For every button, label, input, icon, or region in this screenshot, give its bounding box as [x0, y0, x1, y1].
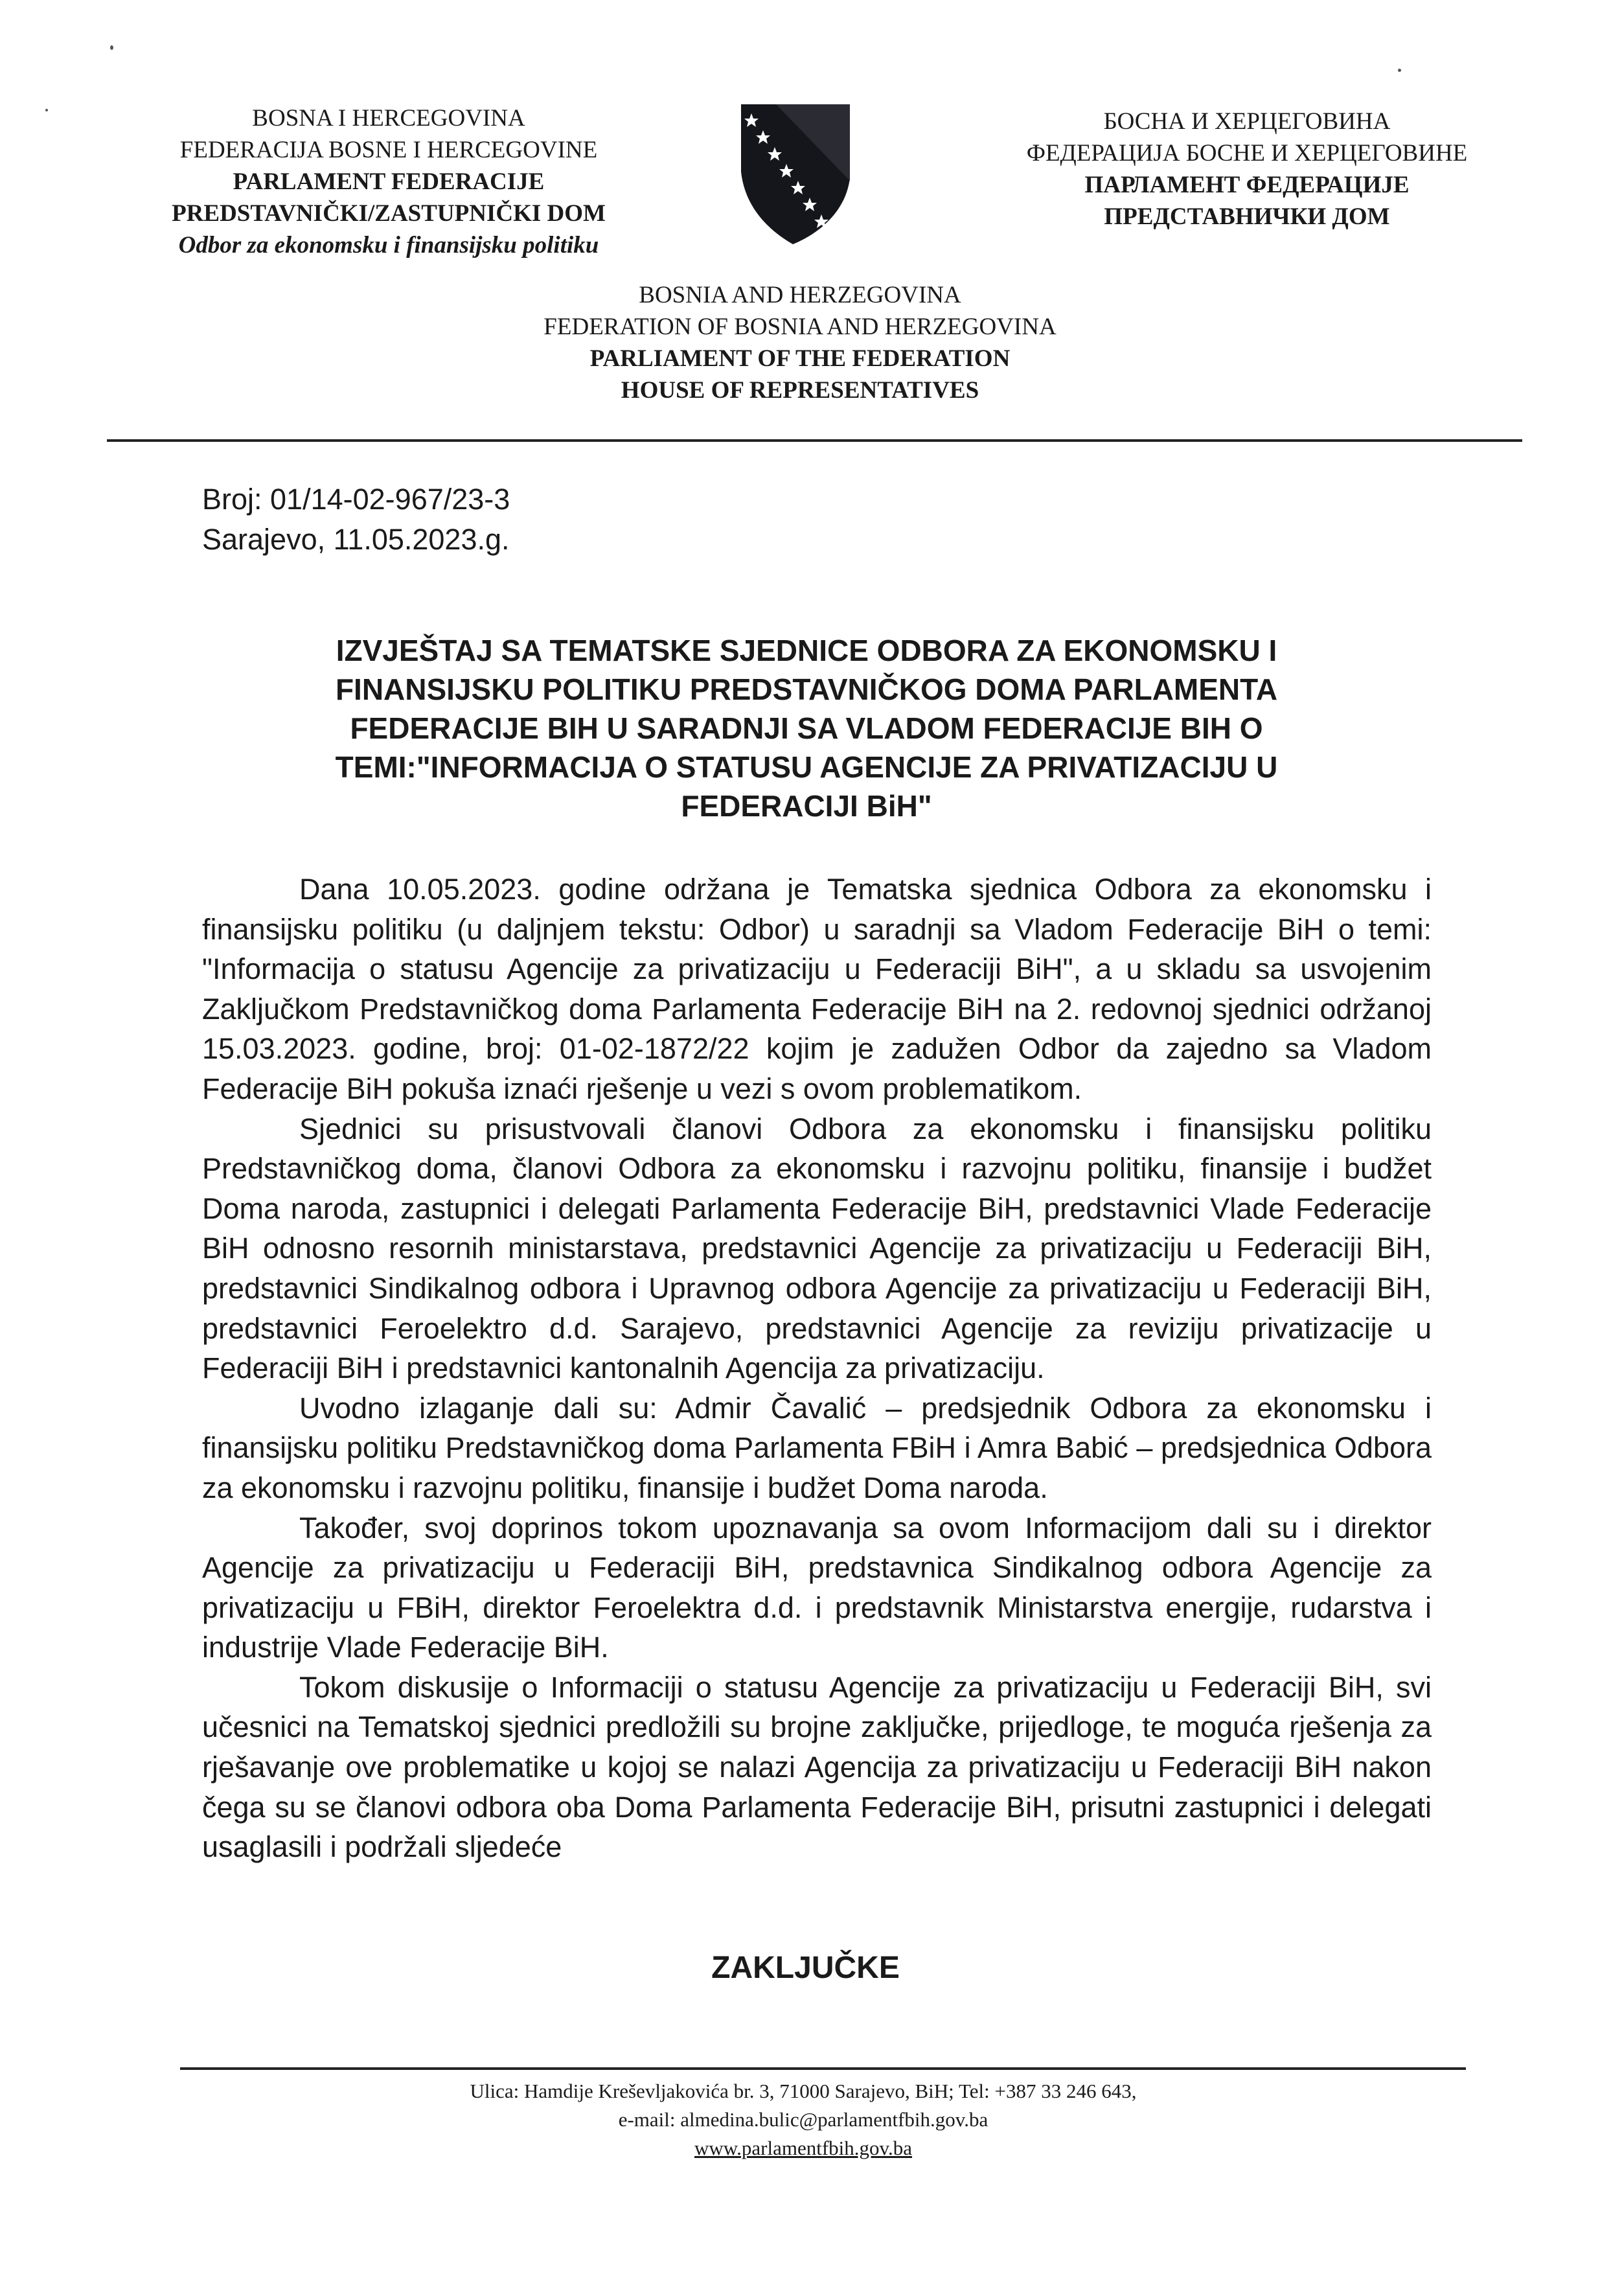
- paragraph-discussion: Tokom diskusije o Informaciji o statusu Agencije za privatizaciju u Federaciji BiH, svi učesnici na Tematskoj sjednici predložili su brojne zaključke, prijedloge, te moguća rješenja za rješavanje ove problematike u kojoj se nalazi Agencija za privatizaciju u Federaciji BiH nakon čega su se članovi odbora oba Doma Parlamenta Federacije BiH, prisutni zastupnici i delegati usaglasili i podržali sljedeće: [202, 1670, 1432, 1864]
- header-right-country: БОСНА И ХЕРЦЕГОВИНА: [1103, 108, 1391, 135]
- footer-divider: [180, 2067, 1466, 2070]
- paragraph-contributors: Također, svoj doprinos tokom upoznavanja sa ovom Informacijom dali su i direktor Agencije za privatizaciju u Federaciji BiH, predstavnica Sindikalnog odbora Agencije za privatizaciju u FBiH, direktor Feroelektra d.d. i predstavnik Ministarstva energije, rudarstva i industrije Vlade Federacije BiH.: [202, 1511, 1432, 1664]
- header-center-parliament: PARLIAMENT OF THE FEDERATION: [589, 345, 1011, 372]
- header-right-house: ПРЕДСТАВНИЧКИ ДОМ: [1104, 203, 1390, 230]
- header-right-block: [965, 106, 1529, 233]
- paragraph-introductory-remarks: Uvodno izlaganje dali su: Admir Čavalić – predsjednik Odbora za ekonomsku i finansijsku politiku Predstavničkog doma Parlamenta FBiH i Amra Babić – predsjednica Odbora za ekonomsku i razvojnu politiku, finansije i budžet Doma naroda.: [202, 1391, 1432, 1504]
- coat-of-arms-emblem: [736, 100, 852, 246]
- scan-speck: [110, 45, 113, 50]
- reference-place-date: Sarajevo, 11.05.2023.g.: [202, 523, 510, 556]
- reference-block: [202, 479, 510, 560]
- footer-website-link[interactable]: www.parlamentfbih.gov.ba: [694, 2137, 913, 2159]
- scan-speck: [1398, 69, 1401, 72]
- header-right-federation: ФЕДЕРАЦИЈА БОСНЕ И ХЕРЦЕГОВИНЕ: [1026, 140, 1468, 166]
- header-divider: [107, 439, 1522, 442]
- header-left-federation: FEDERACIJA BOSNE I HERCEGOVINE: [179, 137, 598, 163]
- paragraph-attendees: Sjednici su prisustvovali članovi Odbora za ekonomsku i finansijsku politiku Predstavničkog doma, članovi Odbora za ekonomsku i razvojnu politiku, finansije i budžet Doma naroda, zastupnici i delegati Parlamenta Federacije BiH, predstavnici Vlade Federacije BiH odnosno resornih ministarstava, predstavnici Agencije za privatizaciju u Federaciji BiH, predstavnici Sindikalnog odbora i Upravnog odbora Agencije za privatizaciju u Federaciji BiH, predstavnici Feroelektro d.d. Sarajevo, predstavnici Agencije za reviziju privatizacije u Federaciji BiH i predstavnici kantonalnih Agencija za privatizaciju.: [202, 1112, 1432, 1385]
- title-line: TEMI:"INFORMACIJA O STATUSU AGENCIJE ZA PRIVATIZACIJU U: [335, 750, 1278, 784]
- title-line: IZVJEŠTAJ SA TEMATSKE SJEDNICE ODBORA ZA EKONOMSKU I: [336, 634, 1277, 667]
- header-center-country: BOSNIA AND HERZEGOVINA: [639, 282, 961, 308]
- conclusions-heading: ZAKLJUČKE: [711, 1951, 900, 1985]
- paragraph-session-intro: Dana 10.05.2023. godine održana je Tematska sjednica Odbora za ekonomsku i finansijsku politiku (u daljnjem tekstu: Odbor) u saradnji sa Vladom Federacije BiH o temi: "Informacija o statusu Agencije za privatizaciju u Federaciji BiH", a u skladu sa usvojenim Zaključkom Predstavničkog doma Parlamenta Federacije BiH na 2. redovnoj sjednici održanoj 15.03.2023. godine, broj: 01-02-1872/22 kojim je zadužen Odbor da zajedno sa Vladom Federacije BiH pokuša iznaći rješenje u vezi s ovom problematikom.: [202, 873, 1432, 1105]
- header-left-block: [110, 102, 667, 261]
- document-title: [246, 631, 1367, 825]
- footer-email[interactable]: e-mail: almedina.bulic@parlamentfbih.gov.ba: [618, 2108, 988, 2131]
- footer-block: [298, 2077, 1308, 2163]
- header-left-house: PREDSTAVNIČKI/ZASTUPNIČKI DOM: [172, 200, 606, 227]
- header-right-parliament: ПАРЛАМЕНТ ФЕДЕРАЦИЈЕ: [1084, 172, 1410, 198]
- scan-speck: [45, 109, 48, 111]
- header-center-federation: FEDERATION OF BOSNIA AND HERZEGOVINA: [543, 314, 1057, 340]
- header-center-house: HOUSE OF REPRESENTATIVES: [621, 377, 979, 404]
- report-body: [202, 869, 1432, 1867]
- title-line: FEDERACIJE BIH U SARADNJI SA VLADOM FEDERACIJE BIH O: [350, 711, 1263, 745]
- header-center-block: [466, 279, 1134, 406]
- title-line: FEDERACIJI BiH": [681, 789, 932, 823]
- header-left-country: BOSNA I HERCEGOVINA: [252, 105, 525, 132]
- title-line: FINANSIJSKU POLITIKU PREDSTAVNIČKOG DOMA PARLAMENTA: [335, 672, 1278, 706]
- footer-address: Ulica: Hamdije Kreševljakovića br. 3, 71000 Sarajevo, BiH; Tel: +387 33 246 643,: [470, 2080, 1137, 2102]
- header-left-parliament: PARLAMENT FEDERACIJE: [233, 168, 545, 195]
- reference-number: Broj: 01/14-02-967/23-3: [202, 483, 510, 516]
- header-left-committee: Odbor za ekonomsku i finansijsku politiku: [178, 232, 599, 258]
